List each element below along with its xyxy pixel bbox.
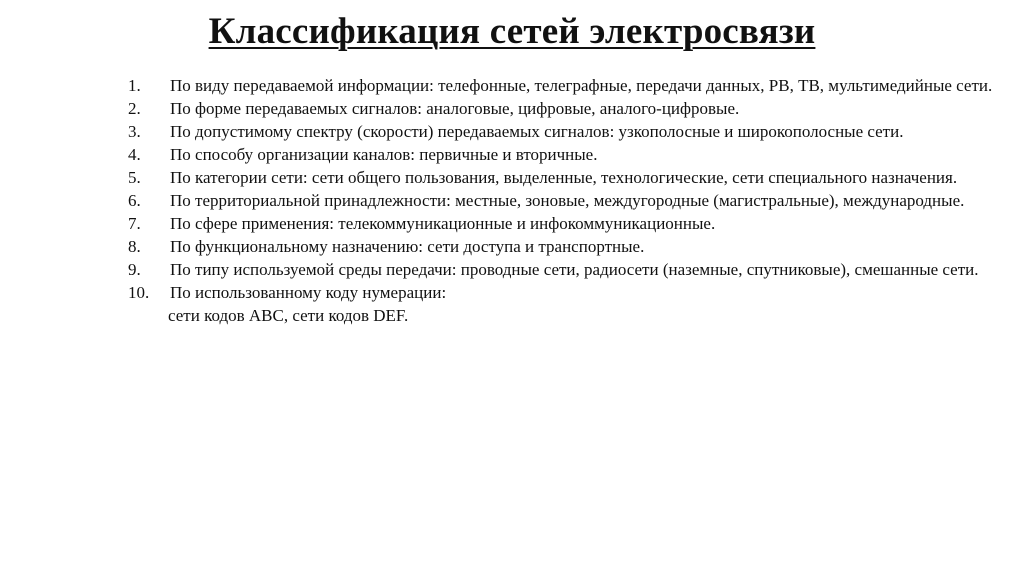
list-item <box>128 212 1016 235</box>
list-item-text: По использованному коду нумерации: <box>170 283 447 302</box>
list-item <box>128 143 1016 166</box>
classification-list <box>128 74 1016 327</box>
list-item-text: По форме передаваемых сигналов: аналоговые, цифровые, аналого-цифровые. <box>170 99 740 118</box>
list-item-number: 1. <box>128 76 141 95</box>
list-item-text: По сфере применения: телекоммуникационные и инфокоммуникационные. <box>170 214 716 233</box>
list-item-number: 3. <box>128 122 141 141</box>
list-item <box>128 97 1016 120</box>
list-item <box>128 189 1016 212</box>
list-item-number: 7. <box>128 214 141 233</box>
list-item-text: По функциональному назначению: сети доступа и транспортные. <box>170 237 645 256</box>
list-item-text: По категории сети: сети общего пользования, выделенные, технологические, сети специального назначения. <box>170 168 958 187</box>
list-item <box>128 258 1016 281</box>
list-item <box>128 281 1016 304</box>
slide-title: Классификация сетей электросвязи <box>208 11 816 52</box>
list-item-text: По допустимому спектру (скорости) передаваемых сигналов: узкополосные и широкополосные сети. <box>170 122 904 141</box>
list-item-number: 8. <box>128 237 141 256</box>
list-item <box>128 74 1016 97</box>
list-item-number: 5. <box>128 168 141 187</box>
list-item-number: 6. <box>128 191 141 210</box>
list-item-number: 9. <box>128 260 141 279</box>
list-item <box>128 235 1016 258</box>
list-item <box>128 166 1016 189</box>
list-item-number: 10. <box>128 283 150 302</box>
list-item-text: По типу используемой среды передачи: проводные сети, радиосети (наземные, спутниковые), смешанные сети. <box>170 260 979 279</box>
list-item <box>128 120 1016 143</box>
list-item-number: 2. <box>128 99 141 118</box>
list-item-text: По виду передаваемой информации: телефонные, телеграфные, передачи данных, РВ, ТВ, мультимедийные сети. <box>170 76 993 95</box>
list-item-text: По территориальной принадлежности: местные, зоновые, междугородные (магистральные), международные. <box>170 191 965 210</box>
list-item-number: 4. <box>128 145 141 164</box>
list-item-text: По способу организации каналов: первичные и вторичные. <box>170 145 598 164</box>
list-item-continuation: сети кодов ABC, сети кодов DEF. <box>168 306 409 325</box>
